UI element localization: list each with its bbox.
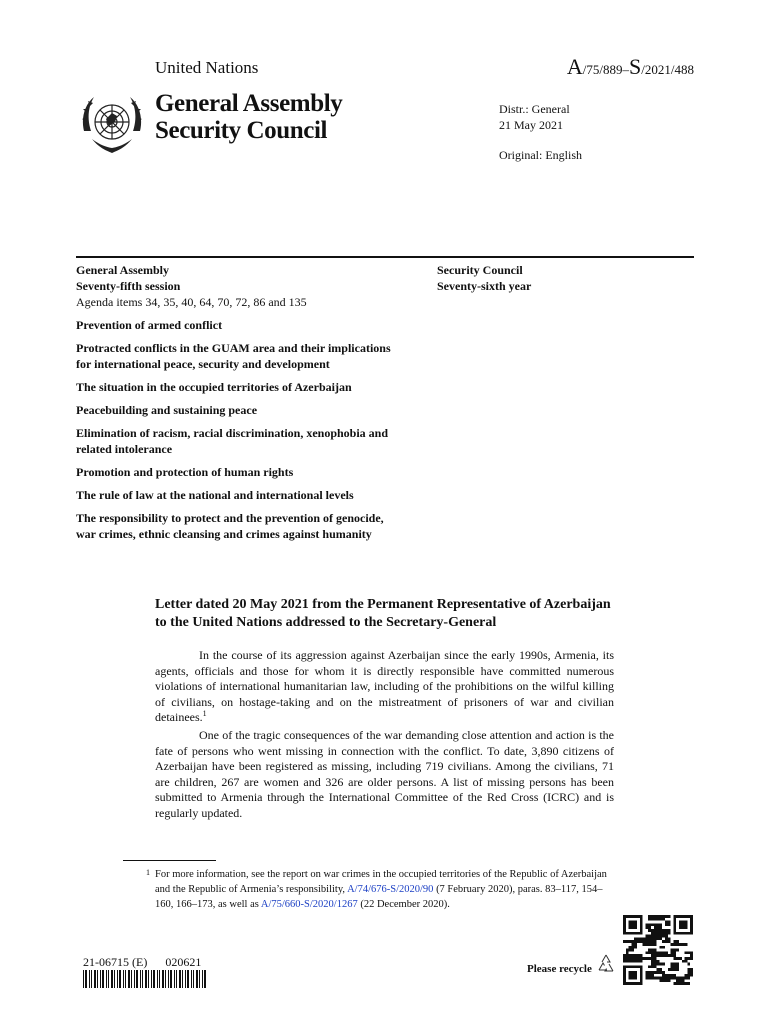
- doc-number: 21-06715 (E): [83, 955, 148, 969]
- agenda-item: Elimination of racism, racial discrimination, xenophobia and related intolerance: [76, 426, 389, 456]
- ga-session-block: [76, 262, 307, 310]
- paragraph-1-text: In the course of its aggression against Azerbaijan since the early 1990s, Armenia, its agents, officials and those for whom it is directly responsible have committed numerous violations of international humanitarian law, including of the prohibitions on the wilful killing of civilians, on hostage-taking and on the mistreatment of prisoners of war and civilian detainees.: [155, 648, 614, 725]
- recycle-label: Please recycle: [527, 963, 592, 975]
- distribution: Distr.: General: [499, 102, 570, 116]
- organization-name: United Nations: [155, 58, 259, 77]
- agenda-item-list: [76, 317, 406, 549]
- paragraph-1: [155, 648, 614, 726]
- footnote-divider: [123, 860, 216, 861]
- symbol-a-rest: /75/889–: [582, 62, 630, 77]
- agenda-item: Peacebuilding and sustaining peace: [76, 403, 258, 417]
- footnote: [146, 867, 614, 912]
- issue-date: 21 May 2021: [499, 118, 563, 132]
- footnote-mark: 1: [146, 868, 150, 877]
- ga-label: General Assembly: [76, 263, 169, 277]
- symbol-s: S: [629, 54, 642, 79]
- document-symbol: [567, 54, 694, 80]
- header-divider: [76, 256, 694, 258]
- distribution-meta: [499, 101, 582, 163]
- sc-year: Seventy-sixth year: [437, 279, 532, 293]
- ga-session: Seventy-fifth session: [76, 279, 181, 293]
- footnote-text-c: (22 December 2020).: [357, 899, 450, 910]
- footnote-text-b: (7 February 2020), paras. 83–117, 154–160, 166–173, as well as: [155, 884, 603, 910]
- recycle-icon: [595, 953, 617, 975]
- agenda-item: Prevention of armed conflict: [76, 318, 223, 332]
- sc-session-block: [437, 262, 531, 294]
- title-general-assembly: General Assembly: [155, 90, 343, 117]
- organ-titles: [155, 90, 342, 144]
- job-number: [83, 955, 219, 970]
- original-language: Original: English: [499, 148, 582, 162]
- un-emblem-icon: [78, 91, 146, 157]
- letter-title: Letter dated 20 May 2021 from the Permanent Representative of Azerbaijan to the United Nations addressed to the Secretary-General: [155, 597, 611, 630]
- footnote-link-a[interactable]: A/74/676-S/2020/90: [347, 884, 434, 895]
- qr-code-icon: [623, 915, 693, 985]
- agenda-item: Protracted conflicts in the GUAM area and their implications for international peace, security and development: [76, 341, 391, 371]
- ga-agenda: Agenda items 34, 35, 40, 64, 70, 72, 86 and 135: [76, 295, 307, 309]
- footnote-text-a: For more information, see the report on war crimes in the occupied territories of the Republic of Azerbaijan and the Republic of Armenia’s responsibility,: [155, 869, 607, 895]
- footnote-link-b[interactable]: A/75/660-S/2020/1267: [260, 899, 358, 910]
- paragraph-2: One of the tragic consequences of the war demanding close attention and action is the fate of persons who went missing in connection with the conflict. To date, 3,890 citizens of Azerbaijan have been registered as missing, including 719 civilians. Among the civilians, 71 are children, 267 are women and 326 are older persons. A list of missing persons has been submitted to Armenia through the International Committee of the Red Cross (ICRC) and is regularly updated.: [155, 728, 614, 820]
- doc-date: 020621: [165, 955, 202, 969]
- agenda-item: The responsibility to protect and the prevention of genocide, war crimes, ethnic cleansing and crimes against humanity: [76, 511, 384, 541]
- symbol-a: A: [566, 54, 583, 79]
- agenda-item: The rule of law at the national and international levels: [76, 488, 354, 502]
- agenda-item: The situation in the occupied territories of Azerbaijan: [76, 380, 352, 394]
- footnote-ref[interactable]: 1: [202, 709, 207, 719]
- title-security-council: Security Council: [155, 117, 328, 144]
- sc-label: Security Council: [437, 263, 523, 277]
- symbol-s-rest: /2021/488: [641, 62, 694, 77]
- barcode-icon: [83, 970, 209, 988]
- agenda-item: Promotion and protection of human rights: [76, 465, 294, 479]
